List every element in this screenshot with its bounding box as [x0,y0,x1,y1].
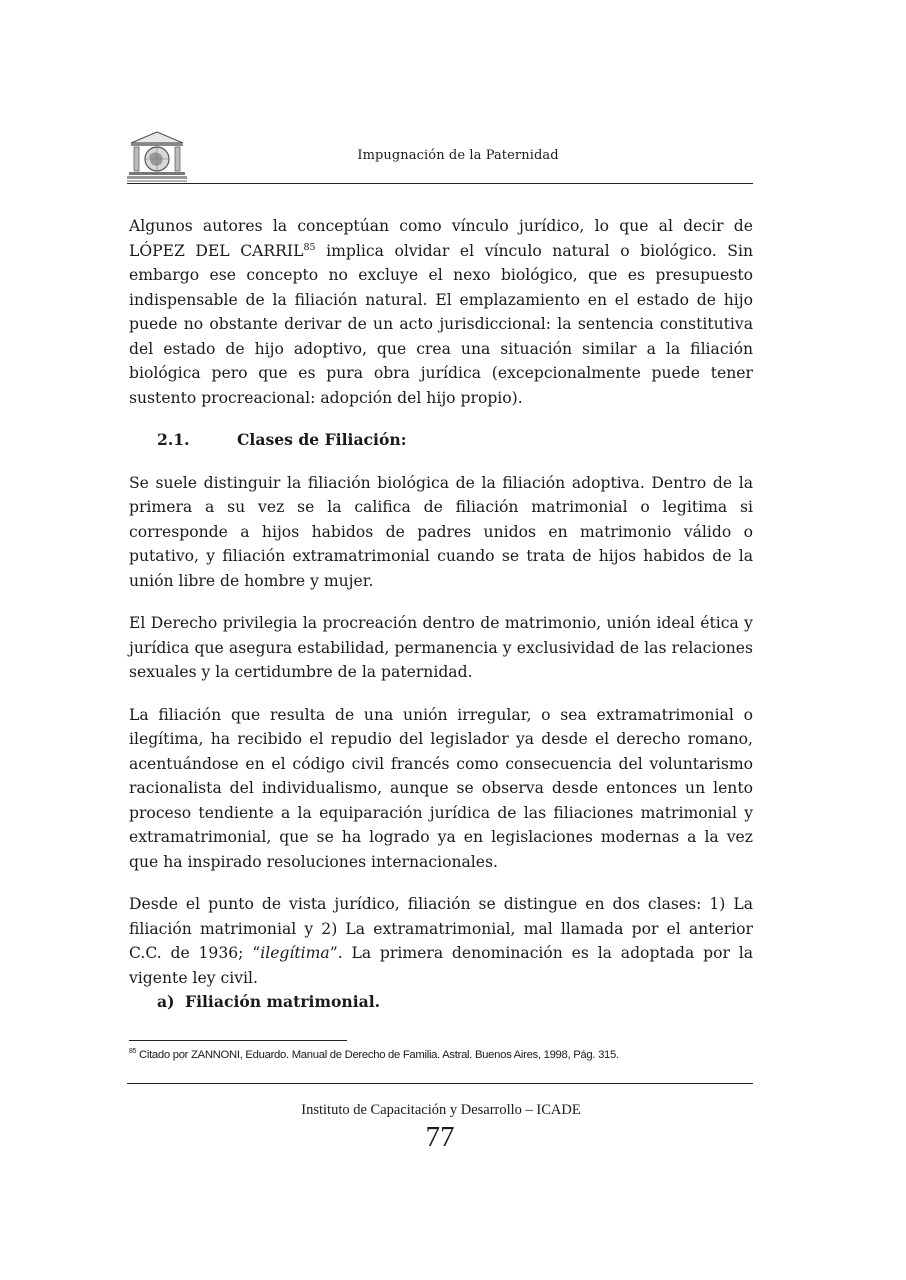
paragraph-4: La filiación que resulta de una unión irregular, o sea extramatrimonial o ilegítima, ha recibido el repudio del legislador ya desde el derecho romano, acentuándose en el código civil francés como consecuencia del voluntarismo racionalista del individualismo, aunque se observa desde entonces un lento proceso tendiente a la equiparación jurídica de las filiaciones matrimonial y extramatrimonial, que se ha logrado ya en legislaciones modernas a la vez que ha inspirado resoluciones internacionales. [129,705,753,871]
page-header [127,130,753,186]
section-title: Clases de Filiación: [237,430,407,449]
subheading [129,990,753,1015]
paragraph-1: Algunos autores la conceptúan como vínculo jurídico, lo que al decir de LÓPEZ DEL CARRIL$^{85}$ implica olvidar el vínculo natural o biológico. Sin embargo ese concepto no excluye el nexo biológico, que es presupuesto indispensable de la filiación natural. El emplazamiento en el estado de hijo puede no obstante derivar de un acto jurisdiccional: la sentencia constitutiva del estado de hijo adoptivo, que crea una situación similar a la filiación biológica pero que es pura obra jurídica (excepcionalmente puede tener sustento procreacional: adopción del hijo propio). [129,217,753,407]
main-content [129,214,753,1015]
footnote-rule [129,1040,347,1041]
italic-term: ilegítima [260,944,330,962]
section-heading [129,428,753,453]
page-number: 77 [425,1121,455,1153]
subheading-title: Filiación matrimonial. [185,992,381,1011]
footnote [129,1049,753,1061]
header-rule [127,183,753,184]
footnote-reference[interactable]: 85 [303,241,316,253]
footnote-marker: 85 [129,1048,137,1056]
section-number: 2.1. [157,430,190,449]
subheading-label: a) [157,992,175,1011]
footnote-text: Citado por ZANNONI, Eduardo. Manual de Derecho de Familia. Astral. Buenos Aires, 1998, Pág. 315. [136,1049,619,1061]
footer-rule [127,1083,753,1084]
running-header-title: Impugnación de la Paternidad [357,148,559,163]
paragraph-5: Desde el punto de vista jurídico, filiación se distingue en dos clases: 1) La filiación matrimonial y 2) La extramatrimonial, mal llamada por el anterior C.C. de 1936; “ilegítima”. La primera denominación es la adoptada por la vigente ley civil. [129,895,754,987]
paragraph-2: Se suele distinguir la filiación biológica de la filiación adoptiva. Dentro de la primera a su vez se la califica de filiación matrimonial o legitima si corresponde a hijos habidos de padres unidos en matrimonio válido o putativo, y filiación extramatrimonial cuando se trata de hijos habidos de la unión libre de hombre y mujer. [129,473,753,590]
paragraph-3: El Derecho privilegia la procreación dentro de matrimonio, unión ideal ética y jurídica que asegura estabilidad, permanencia y exclusividad de las relaciones sexuales y la certidumbre de la paternidad. [129,614,753,681]
footer-institution: Instituto de Capacitación y Desarrollo – ICADE [301,1102,581,1118]
